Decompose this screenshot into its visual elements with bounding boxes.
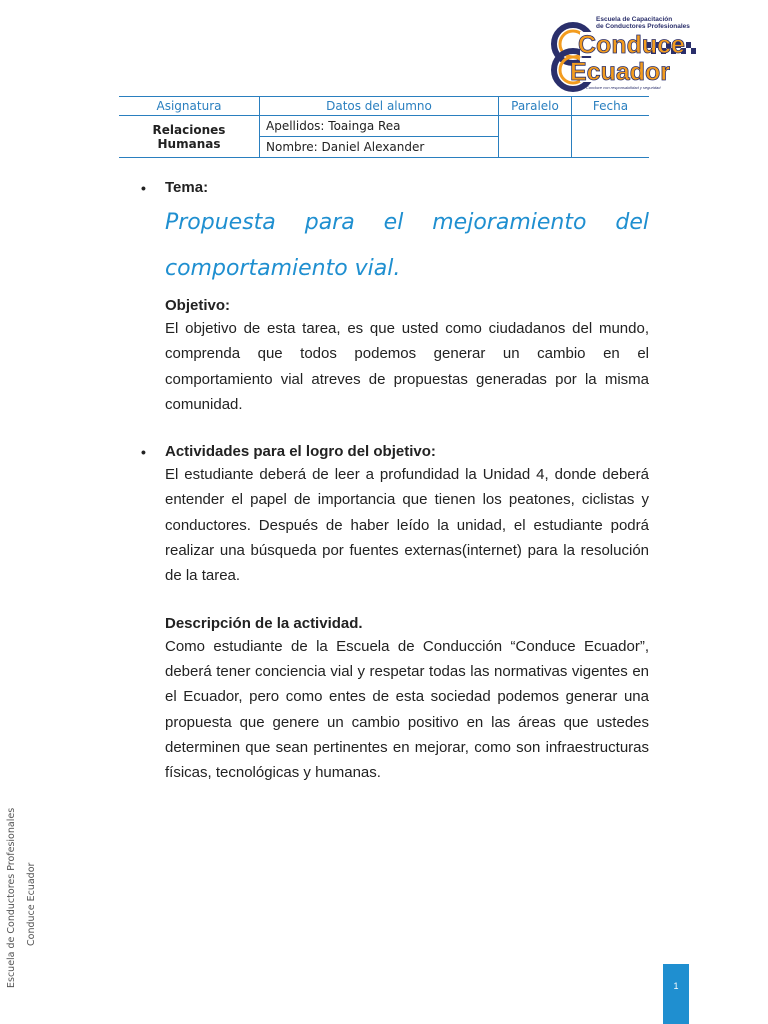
tema-title bbox=[165, 200, 649, 292]
brand-line2: Ecuador bbox=[570, 58, 671, 86]
actividades-text: El estudiante deberá de leer a profundidad la Unidad 4, donde deberá entender el papel de importancia que tienen los peatones, ciclistas y conductores. Después de haber leído la unidad, el estudiante podrá realizar una búsqueda por fuentes externas(internet) para la resolución de la tarea. bbox=[165, 466, 649, 585]
descripcion-text: Como estudiante de la Escuela de Conducción “Conduce Ecuador”, deberá tener conciencia vial y respetar todas las normativas vigentes en el Ecuador, pero como entes de esta sociedad podemos generar una propuesta que genere un cambio positivo en las áreas que ustedes determinen que sean pertinentes en mejorar, como son infraestructuras físicas, tecnológicas y humanas. bbox=[165, 637, 649, 782]
descripcion-label: Descripción de la actividad. bbox=[165, 614, 363, 632]
header-datos-alumno: Datos del alumno bbox=[260, 97, 499, 116]
student-info-table bbox=[119, 96, 649, 158]
page-number-badge bbox=[663, 964, 689, 1024]
tema-title-line1: Propuesta para el mejoramiento del bbox=[165, 210, 649, 235]
bullet-icon: • bbox=[141, 180, 146, 196]
logo-school-name bbox=[596, 16, 700, 30]
logo-motto: Conduce con responsabilidad y seguridad bbox=[586, 85, 661, 90]
logo-school-line1: Escuela de Capacitación bbox=[596, 16, 673, 23]
objetivo-label: Objetivo: bbox=[165, 297, 231, 314]
table-row bbox=[119, 116, 649, 137]
header-fecha: Fecha bbox=[572, 97, 650, 116]
bullet-icon: • bbox=[141, 444, 146, 461]
vertical-footer-text bbox=[6, 807, 42, 990]
paralelo-cell bbox=[499, 116, 572, 158]
sidebar-line1: Escuela de Conductores Profesionales bbox=[6, 807, 17, 988]
header-paralelo: Paralelo bbox=[499, 97, 572, 116]
school-logo bbox=[550, 14, 700, 94]
table-header-row bbox=[119, 97, 649, 116]
objetivo-text: El objetivo de esta tarea, es que usted como ciudadanos del mundo, comprenda que todos podemos generar un cambio en el comportamiento vial atreves de propuestas generadas por la misma comunidad. bbox=[165, 320, 649, 413]
header-asignatura: Asignatura bbox=[119, 97, 260, 116]
fecha-cell bbox=[572, 116, 650, 158]
tema-heading bbox=[141, 178, 649, 198]
brand-line1: Conduce bbox=[578, 31, 685, 59]
subject-cell: Relaciones Humanas bbox=[119, 116, 260, 158]
sidebar-line2: Conduce Ecuador bbox=[26, 862, 37, 946]
actividades-label: Actividades para el logro del objetivo: bbox=[165, 443, 436, 461]
actividades-heading bbox=[141, 442, 649, 462]
logo-school-line2: de Conductores Profesionales bbox=[596, 23, 690, 30]
nombre-cell: Nombre: Daniel Alexander bbox=[260, 137, 499, 158]
tema-label: Tema: bbox=[165, 179, 209, 196]
page-number: 1 bbox=[673, 981, 679, 991]
tema-title-line2: comportamiento vial. bbox=[165, 256, 401, 281]
document-body bbox=[141, 178, 649, 785]
apellidos-cell: Apellidos: Toainga Rea bbox=[260, 116, 499, 137]
